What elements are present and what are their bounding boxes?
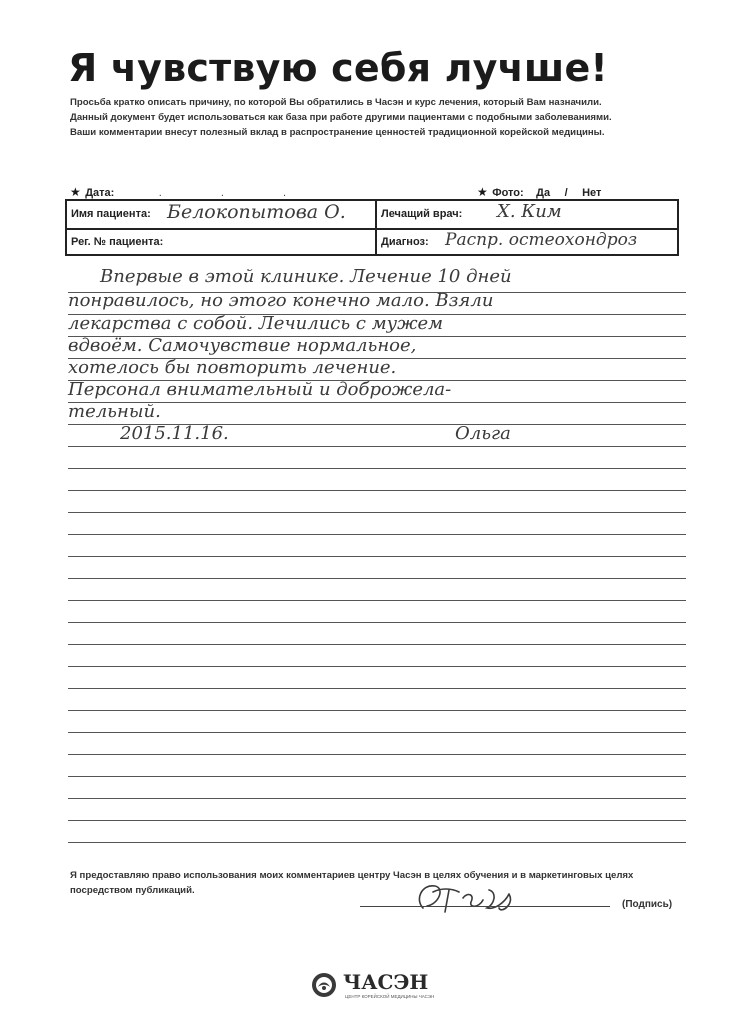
comment-line-4: вдвоём. Самочувствие нормальное, [68,335,417,356]
ruled-line [68,556,686,557]
ruled-line [68,732,686,733]
ruled-line [68,512,686,513]
consent-line-1: Я предоставляю право использования моих комментариев центру Часэн в целях обучения и в маркетинговых целях [70,870,634,881]
brand-tagline: ЦЕНТР КОРЕЙСКОЙ МЕДИЦИНЫ ЧАСЭН [345,994,435,999]
ruled-line [68,754,686,755]
comment-line-1: Впервые в этой клинике. Лечение 10 дней [100,266,512,287]
ruled-line [68,842,686,843]
comment-line-6: Персонал внимательный и доброжела- [68,379,452,400]
consent-line-2: посредством публикаций. [70,885,195,896]
comment-signoff-name: Ольга [455,423,511,444]
comment-line-3: лекарства с собой. Лечились с мужем [68,313,444,334]
patient-name-value[interactable]: Белокопытова О. [167,201,346,223]
reg-number-label: Рег. № пациента: [71,236,164,248]
ruled-line [68,490,686,491]
signature-line[interactable] [360,906,610,907]
signature-label: (Подпись) [622,899,673,910]
ruled-line [68,798,686,799]
ruled-line [68,666,686,667]
ruled-line [68,446,686,447]
star-icon: ★ [477,185,488,199]
patient-name-label: Имя пациента: [71,208,151,220]
ruled-line [68,534,686,535]
ruled-line [68,776,686,777]
ruled-line [68,820,686,821]
comment-line-2: понравилось, но этого конечно мало. Взяли [68,290,494,311]
page-title: Я чувствую себя лучше! [68,46,608,90]
ruled-line [68,578,686,579]
doctor-value[interactable]: Х. Ким [497,201,562,222]
signature-scribble [405,878,545,918]
photo-yes-option[interactable]: Да [536,187,551,199]
comment-date: 2015.11.16. [120,423,229,444]
star-icon: ★ [70,185,81,199]
intro-line-1: Просьба кратко описать причину, по которой Вы обратились в Часэн и курс лечения, который Вам назначили. [70,97,602,108]
photo-separator: / [564,187,568,199]
diagnosis-value[interactable]: Распр. остеохондроз [445,230,638,250]
date-label: Дата: [85,187,115,199]
comment-line-5: хотелось бы повторить лечение. [68,357,397,378]
ruled-line [68,644,686,645]
patient-info-table [65,199,679,256]
comment-line-7: тельный. [68,401,161,422]
ruled-line [68,468,686,469]
brand-name: ЧАСЭН [343,970,429,994]
photo-label: Фото: [492,187,524,199]
ruled-line [68,622,686,623]
date-placeholder: . . . [158,187,315,199]
ruled-line [68,710,686,711]
photo-no-option[interactable]: Нет [582,187,602,199]
ruled-line [68,688,686,689]
brand-logo-icon [311,972,337,998]
intro-line-2: Данный документ будет использоваться как база при работе другими пациентами с подобными заболеваниями. [70,112,612,123]
doctor-label: Лечащий врач: [381,208,463,220]
ruled-line [68,600,686,601]
intro-line-3: Ваши комментарии внесут полезный вклад в распространение ценностей традиционной корейской медицины. [70,127,605,138]
diagnosis-label: Диагноз: [381,236,429,248]
